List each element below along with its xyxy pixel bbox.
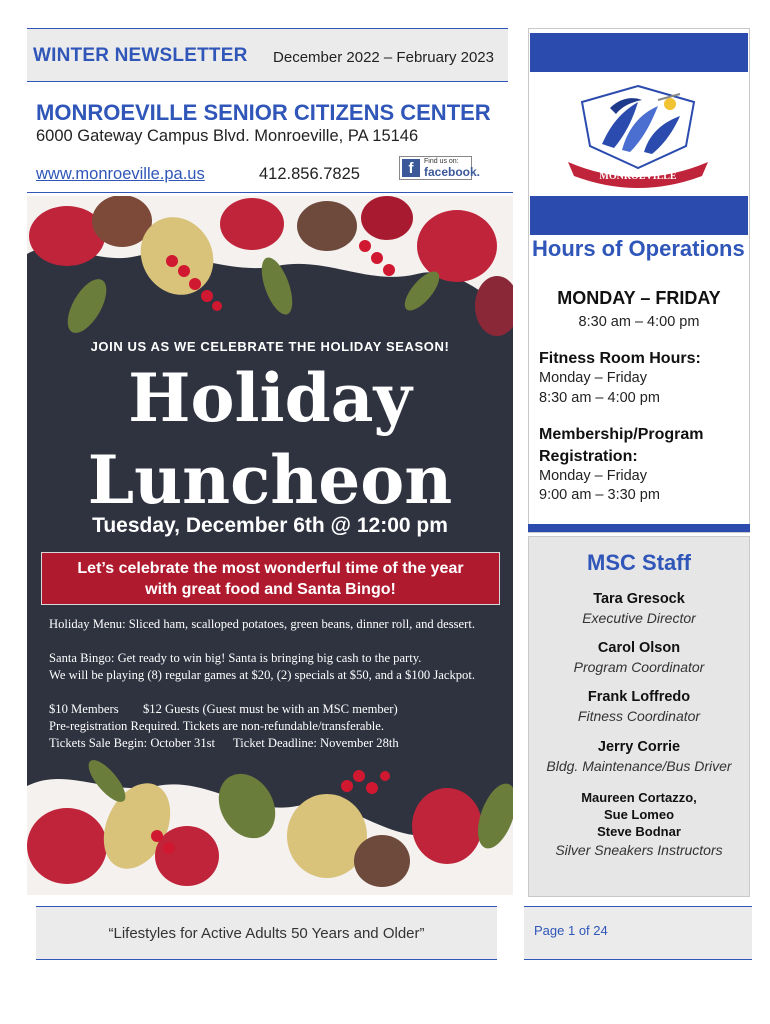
sidebar-divider <box>528 524 750 532</box>
instructor-name: Sue Lomeo <box>603 807 675 822</box>
footer-tagline: “Lifestyles for Active Adults 50 Years and Older” <box>108 925 425 942</box>
membership-days: Monday – Friday <box>539 468 647 484</box>
header-rule <box>27 192 513 193</box>
staff-role: Executive Director <box>582 610 696 626</box>
membership-time: 9:00 am – 3:30 pm <box>539 487 660 503</box>
monroeville-seal-logo <box>562 82 714 188</box>
center-name: MONROEVILLE SENIOR CITIZENS CENTER <box>36 100 491 125</box>
flyer-title-holiday: Holiday <box>128 359 412 437</box>
footer-page-band <box>524 906 752 960</box>
holiday-luncheon-flyer <box>27 196 513 895</box>
staff-name: Carol Olson <box>597 640 681 656</box>
flyer-menu: Holiday Menu: Sliced ham, scalloped potatoes, green beans, dinner roll, and dessert. <box>49 617 475 631</box>
sidebar-mid-bar <box>530 196 748 235</box>
staff-name: Jerry Corrie <box>597 739 681 755</box>
facebook-wordmark: facebook. <box>424 165 481 179</box>
membership-title-line-1: Membership/Program <box>539 426 704 443</box>
website-link[interactable]: www.monroeville.pa.us <box>36 165 205 183</box>
facebook-icon: f <box>402 159 420 177</box>
staff-name: Frank Loffredo <box>587 689 691 705</box>
hours-time: 8:30 am – 4:00 pm <box>578 314 700 330</box>
instructor-name: Steve Bodnar <box>597 824 681 839</box>
staff-title: MSC Staff <box>587 550 691 575</box>
flyer-date-time: Tuesday, December 6th @ 12:00 pm <box>92 514 448 537</box>
flyer-intro: JOIN US AS WE CELEBRATE THE HOLIDAY SEASON! <box>90 339 450 354</box>
staff-role: Fitness Coordinator <box>577 708 701 724</box>
floral-decoration <box>27 196 513 895</box>
newsletter-date-range: December 2022 – February 2023 <box>273 49 494 66</box>
newsletter-header-band <box>27 28 508 82</box>
fitness-hours-title: Fitness Room Hours: <box>539 350 701 367</box>
instructors-role: Silver Sneakers Instructors <box>555 842 723 858</box>
membership-title-line-2: Registration: <box>539 448 638 465</box>
facebook-badge[interactable] <box>399 156 481 180</box>
center-address: 6000 Gateway Campus Blvd. Monroeville, PA 15146 <box>36 127 419 145</box>
logo-banner-text: MONROEVILLE <box>599 171 677 182</box>
flyer-price-members: $10 Members <box>49 702 119 716</box>
flyer-sale-begin: Tickets Sale Begin: October 31st <box>49 736 216 750</box>
staff-role: Program Coordinator <box>573 659 705 675</box>
fitness-days: Monday – Friday <box>539 370 647 386</box>
hours-title: Hours of Operations <box>532 236 745 261</box>
fitness-time: 8:30 am – 4:00 pm <box>539 390 660 406</box>
flyer-price-guests: $12 Guests (Guest must be with an MSC member) <box>143 702 398 716</box>
flyer-deadline: Ticket Deadline: November 28th <box>233 736 399 750</box>
footer-tagline-band <box>36 906 497 960</box>
flyer-title-luncheon: Luncheon <box>87 441 453 519</box>
newsletter-title: WINTER NEWSLETTER <box>33 45 248 66</box>
page-number: Page 1 of 24 <box>534 923 608 938</box>
flyer-bingo-line-1: Santa Bingo: Get ready to win big! Santa is bringing big cash to the party. <box>49 651 422 665</box>
phone-number: 412.856.7825 <box>259 165 360 183</box>
banner-line-1: Let’s celebrate the most wonderful time of the year <box>77 560 464 577</box>
sidebar-top-bar <box>530 33 748 72</box>
hours-days: MONDAY – FRIDAY <box>557 288 721 308</box>
instructor-name: Maureen Cortazzo, <box>581 790 697 805</box>
flyer-preregistration: Pre-registration Required. Tickets are non-refundable/transferable. <box>49 719 385 733</box>
staff-role: Bldg. Maintenance/Bus Driver <box>546 758 732 774</box>
banner-line-2: with great food and Santa Bingo! <box>145 581 396 598</box>
flyer-bingo-line-2: We will be playing (8) regular games at $20, (2) specials at $50, and a $100 Jackpot. <box>49 668 475 682</box>
facebook-find-us: Find us on: <box>424 158 459 165</box>
flyer-red-banner <box>41 552 500 605</box>
staff-name: Tara Gresock <box>593 591 685 607</box>
